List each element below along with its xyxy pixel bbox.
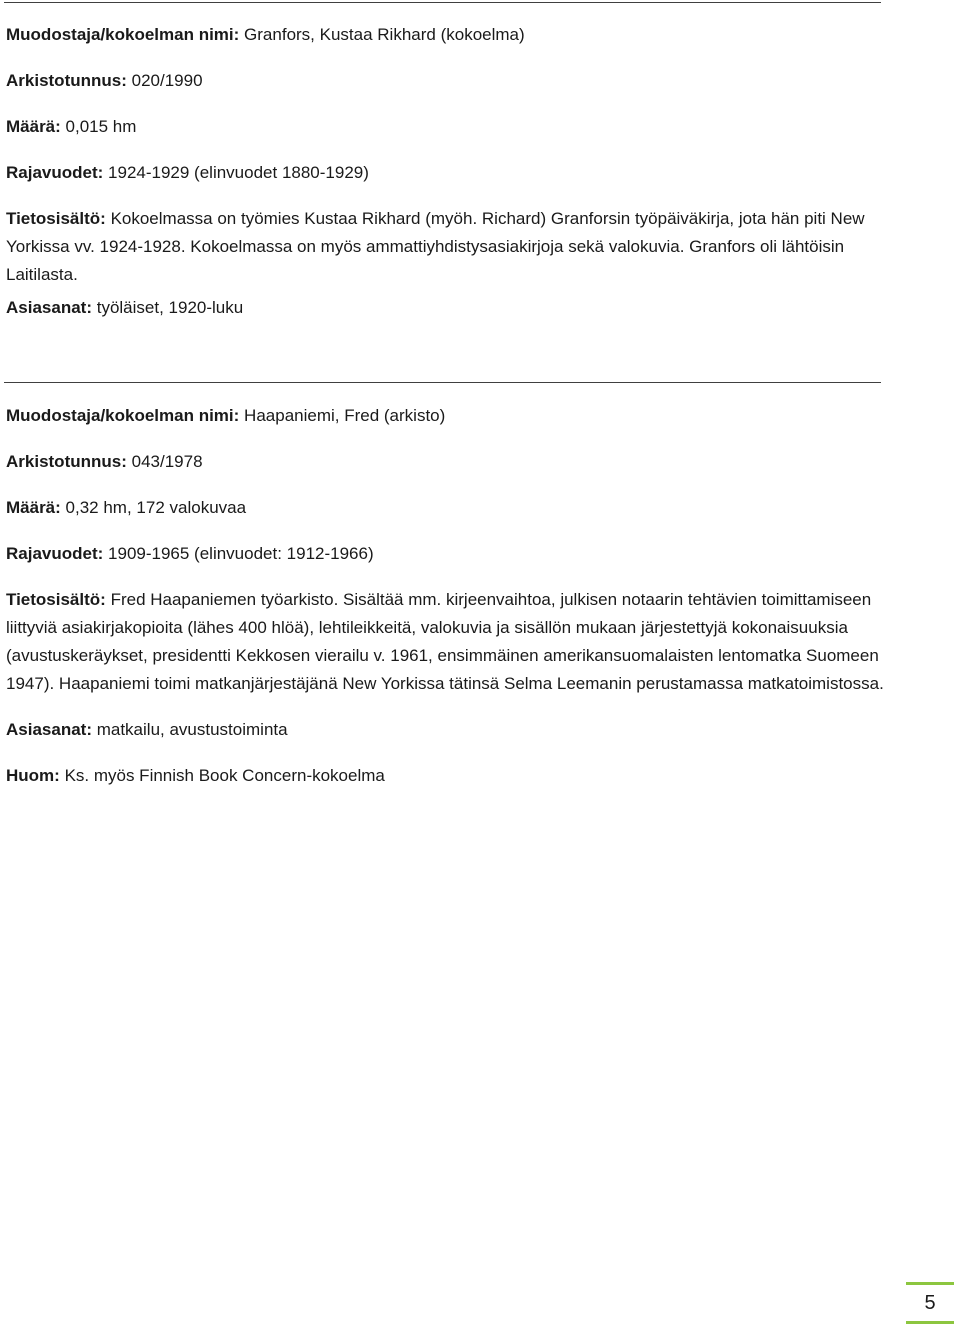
field-keywords: [6, 294, 886, 322]
field-label: Asiasanat:: [6, 298, 92, 317]
field-creator-name: [6, 21, 886, 49]
field-label: Muodostaja/kokoelman nimi:: [6, 406, 240, 425]
field-value: Fred Haapaniemen työarkisto. Sisältää mm. kirjeenvaihtoa, julkisen notaarin tehtävien toimittamiseen liittyviä asiakirjakopioita (lähes 400 hlöä), lehtileikkeitä, valokuvia ja sisällön mukaan järjestettyjä kokonaisuuksia (avustuskeräykset, presidentti Kekkosen vierailu v. 1961, ensimmäinen amerikansuomalaisten lentomatka Suomeen 1947). Haapaniemi toimi matkanjärjestäjänä New Yorkissa tätinsä Selma Leemanin perustamassa matkatoimistossa.: [6, 590, 884, 693]
field-label: Rajavuodet:: [6, 163, 104, 182]
field-label: Määrä:: [6, 117, 61, 136]
field-label: Tietosisältö:: [6, 209, 106, 228]
field-content: [6, 205, 886, 289]
field-value: 043/1978: [131, 452, 203, 471]
field-value: 0,32 hm, 172 valokuvaa: [65, 498, 247, 517]
field-archive-id: [6, 448, 886, 476]
field-value: Kokoelmassa on työmies Kustaa Rikhard (myöh. Richard) Granforsin työpäiväkirja, jota hän piti New Yorkissa vv. 1924-1928. Kokoelmassa on myös ammattiyhdistysasiakirjoja sekä valokuvia. Granfors oli lähtöisin Laitilasta.: [6, 209, 865, 284]
field-date-range: [6, 159, 886, 187]
field-archive-id: [6, 67, 886, 95]
field-label: Tietosisältö:: [6, 590, 106, 609]
field-date-range: [6, 540, 886, 568]
top-divider: [4, 2, 881, 3]
field-value: 1909-1965 (elinvuodet: 1912-1966): [108, 544, 374, 563]
field-note: [6, 762, 886, 790]
field-content: [6, 586, 886, 698]
archive-record-granfors: [6, 21, 886, 322]
field-label: Arkistotunnus:: [6, 452, 127, 471]
field-label: Arkistotunnus:: [6, 71, 127, 90]
field-value: Ks. myös Finnish Book Concern-kokoelma: [64, 766, 385, 785]
field-label: Määrä:: [6, 498, 61, 517]
field-value: Granfors, Kustaa Rikhard (kokoelma): [244, 25, 525, 44]
field-value: matkailu, avustustoiminta: [96, 720, 288, 739]
field-label: Rajavuodet:: [6, 544, 104, 563]
field-amount: [6, 494, 886, 522]
field-value: Haapaniemi, Fred (arkisto): [244, 406, 446, 425]
page-number: 5: [924, 1291, 936, 1314]
field-amount: [6, 113, 886, 141]
field-label: Huom:: [6, 766, 60, 785]
archive-record-haapaniemi: [6, 402, 886, 790]
record-divider: [4, 382, 881, 383]
field-label: Muodostaja/kokoelman nimi:: [6, 25, 240, 44]
field-value: 020/1990: [131, 71, 203, 90]
field-value: 1924-1929 (elinvuodet 1880-1929): [108, 163, 369, 182]
field-value: 0,015 hm: [65, 117, 137, 136]
field-label: Asiasanat:: [6, 720, 92, 739]
page-number-box: [906, 1282, 954, 1324]
field-keywords: [6, 716, 886, 744]
field-creator-name: [6, 402, 886, 430]
field-value: työläiset, 1920-luku: [96, 298, 244, 317]
